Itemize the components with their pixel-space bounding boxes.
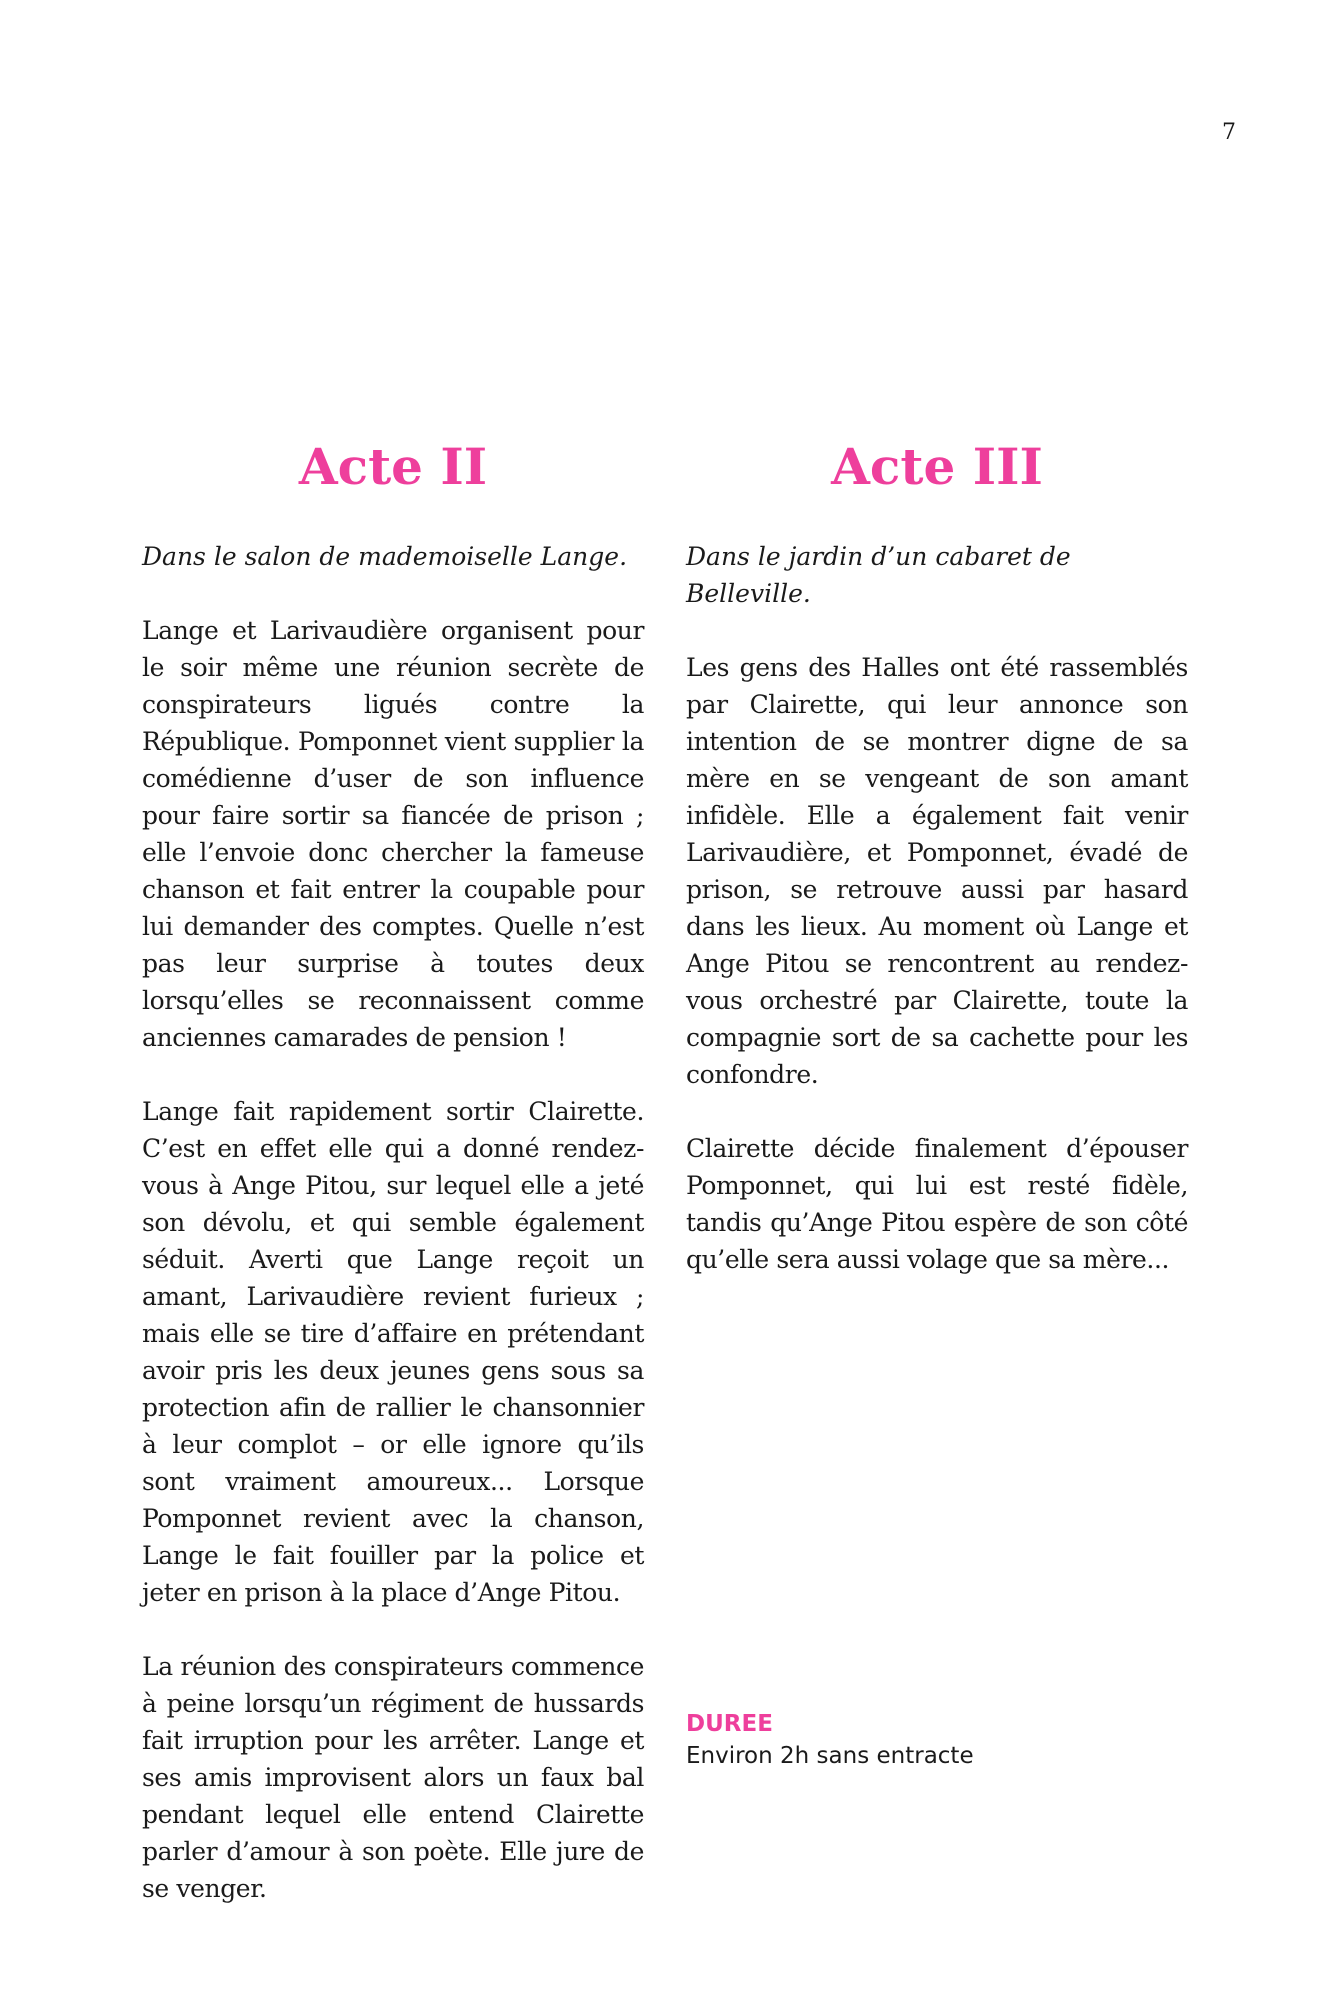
- act-2-title: Acte II: [298, 437, 488, 496]
- duration-block: [686, 1708, 1188, 1772]
- act-2-setting: Dans le salon de mademoiselle Lange.: [142, 542, 628, 571]
- act-2-paragraph-3: La réunion des conspirateurs commence à peine lorsqu’un régiment de hussards fait irruption pour les arrêter. Lange et ses amis improvisent alors un faux bal pendant lequel elle entend Clairette parler d’amour à son poète. Elle jure de se venger.: [142, 1652, 644, 1903]
- act-3-paragraph-1: Les gens des Halles ont été rassemblés par Clairette, qui leur annonce son intention de se montrer digne de sa mère en se vengeant de son amant infidèle. Elle a également fait venir Larivaudière, et Pomponnet, évadé de prison, se retrouve aussi par hasard dans les lieux. Au moment où Lange et Ange Pitou se rencontrent au rendez-vous orchestré par Clairette, toute la compagnie sort de sa cachette pour les confondre.: [686, 653, 1188, 1089]
- act-3-setting: Dans le jardin d’un cabaret de Belleville.: [686, 542, 1071, 608]
- page-number: 7: [1222, 120, 1236, 145]
- act-3-column: [686, 432, 1188, 1315]
- act-2-paragraph-2: Lange fait rapidement sortir Clairette. C’est en effet elle qui a donné rendez-vous à Ange Pitou, sur lequel elle a jeté son dévolu, et qui semble également séduit. Averti que Lange reçoit un amant, Larivaudière revient furieux ; mais elle se tire d’affaire en prétendant avoir pris les deux jeunes gens sous sa protection afin de rallier le chansonnier à leur complot – or elle ignore qu’ils sont vraiment amoureux... Lorsque Pomponnet revient avec la chanson, Lange le fait fouiller par la police et jeter en prison à la place d’Ange Pitou.: [142, 1097, 644, 1607]
- act-3-title: Acte III: [831, 437, 1043, 496]
- act-3-paragraph-2: Clairette décide finalement d’épouser Pomponnet, qui lui est resté fidèle, tandis qu’Ange Pitou espère de son côté qu’elle sera aussi volage que sa mère...: [686, 1134, 1188, 1274]
- act-2-column: [142, 432, 644, 1944]
- duration-label: DUREE: [686, 1711, 773, 1737]
- act-2-paragraph-1: Lange et Larivaudière organisent pour le soir même une réunion secrète de conspirateurs ligués contre la République. Pomponnet vient supplier la comédienne d’user de son influence pour faire sortir sa fiancée de prison ; elle l’envoie donc chercher la fameuse chanson et fait entrer la coupable pour lui demander des comptes. Quelle n’est pas leur surprise à toutes deux lorsqu’elles se reconnaissent comme anciennes camarades de pension !: [142, 616, 644, 1052]
- duration-value: Environ 2h sans entracte: [686, 1743, 974, 1769]
